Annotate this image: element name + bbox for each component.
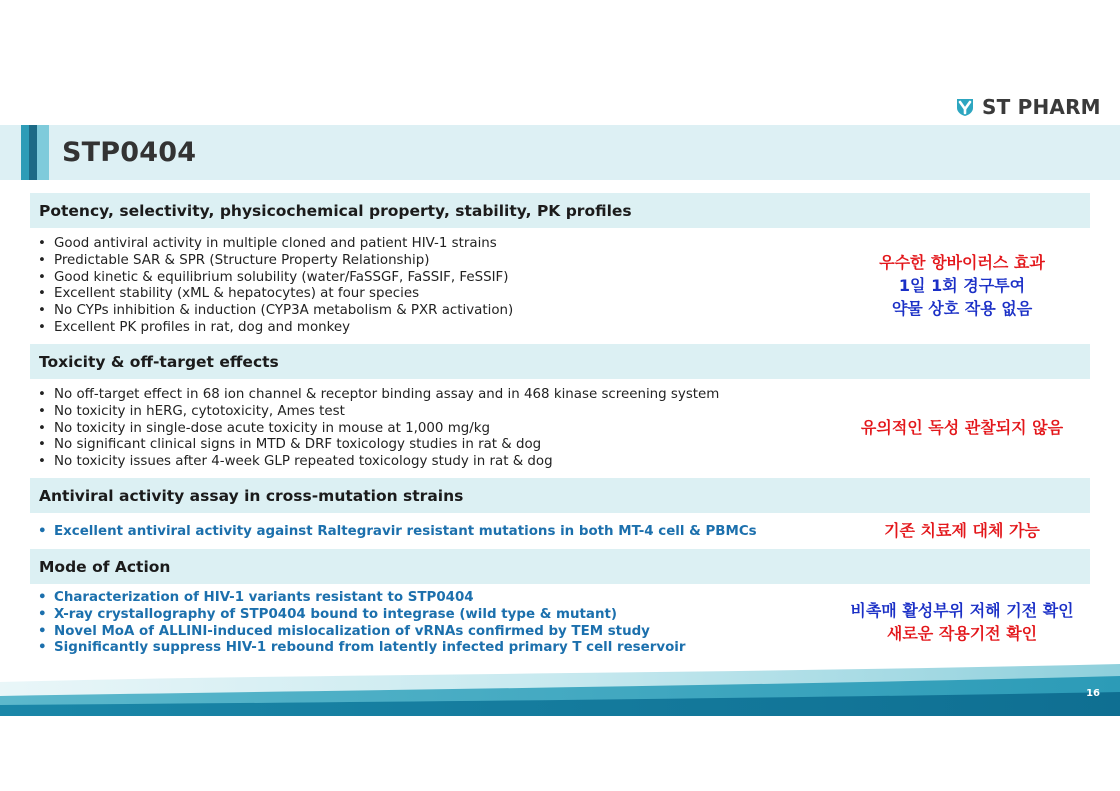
note-korean: 우수한 항바이러스 효과 (879, 253, 1045, 272)
bullet-list-toxicity (38, 387, 719, 471)
logo-text: ST PHARM (982, 95, 1101, 119)
section-header-label: Antiviral activity assay in cross-mutation strains (39, 486, 464, 505)
note-korean: 유의적인 독성 관찰되지 않음 (860, 418, 1064, 437)
bullet-item: • Significantly suppress HIV-1 rebound from latently infected primary T cell reservoir (38, 640, 685, 657)
section-header-label: Toxicity & off-target effects (39, 352, 279, 371)
note-korean: 비촉매 활성부위 저해 기전 확인 (850, 601, 1074, 620)
bullet-item: • X-ray crystallography of STP0404 bound to integrase (wild type & mutant) (38, 607, 685, 624)
section-header-potency (30, 193, 1090, 228)
bullet-item: • Novel MoA of ALLINI-induced mislocalization of vRNAs confirmed by TEM study (38, 624, 685, 641)
title-accent-bar (37, 125, 49, 180)
page-number: 16 (1086, 688, 1100, 699)
section-header-label: Potency, selectivity, physicochemical property, stability, PK profiles (39, 201, 632, 220)
bullet-item: • Predictable SAR & SPR (Structure Property Relationship) (38, 253, 513, 270)
section-header-antiviral (30, 478, 1090, 513)
section-header-label: Mode of Action (39, 557, 171, 576)
title-accent-bar (21, 125, 29, 180)
bullet-item: • Good kinetic & equilibrium solubility (water/FaSSGF, FaSSIF, FeSSIF) (38, 270, 513, 287)
st-pharm-logo-mark-icon (955, 97, 975, 117)
page-title: STP0404 (62, 137, 197, 168)
title-accent-bar (29, 125, 37, 180)
bullet-item: • Excellent antiviral activity against Raltegravir resistant mutations in both MT-4 cell & PBMCs (38, 524, 757, 541)
bullet-item: • No significant clinical signs in MTD & DRF toxicology studies in rat & dog (38, 437, 719, 454)
bullet-item: • No toxicity in single-dose acute toxicity in mouse at 1,000 mg/kg (38, 421, 719, 438)
bullet-item: • Excellent PK profiles in rat, dog and monkey (38, 320, 513, 337)
section-header-toxicity (30, 344, 1090, 379)
bullet-list-antiviral (38, 524, 757, 541)
bullet-item: • Characterization of HIV-1 variants resistant to STP0404 (38, 590, 685, 607)
bullet-item: • No toxicity issues after 4-week GLP repeated toxicology study in rat & dog (38, 454, 719, 471)
bullet-list-potency (38, 236, 513, 337)
note-korean: 약물 상호 작용 없음 (891, 299, 1033, 318)
note-korean: 1일 1회 경구투여 (898, 276, 1026, 295)
section-header-mode-of-action (30, 549, 1090, 584)
bullet-item: • Excellent stability (xML & hepatocytes) at four species (38, 286, 513, 303)
bullet-item: • No toxicity in hERG, cytotoxicity, Ames test (38, 404, 719, 421)
note-korean: 기존 치료제 대체 가능 (884, 521, 1040, 540)
bullet-list-mode-of-action (38, 590, 685, 657)
st-pharm-logo (955, 93, 1101, 121)
footer-wave (0, 660, 1120, 716)
bullet-item: • Good antiviral activity in multiple cloned and patient HIV-1 strains (38, 236, 513, 253)
note-korean: 새로운 작용기전 확인 (886, 624, 1038, 643)
bullet-item: • No off-target effect in 68 ion channel & receptor binding assay and in 468 kinase screening system (38, 387, 719, 404)
bullet-item: • No CYPs inhibition & induction (CYP3A metabolism & PXR activation) (38, 303, 513, 320)
